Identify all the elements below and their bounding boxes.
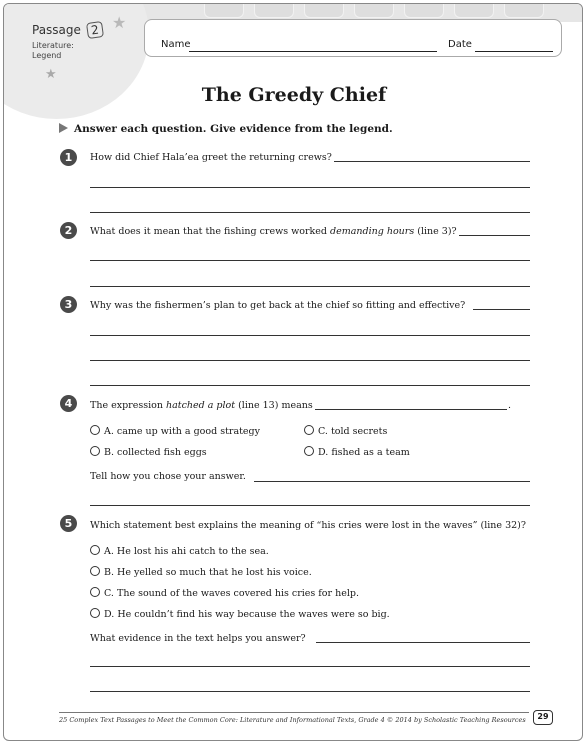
radio-button[interactable] — [90, 566, 100, 576]
answer-line[interactable] — [315, 409, 507, 410]
option-5c[interactable]: C. The sound of the waves covered his cries for help. — [90, 587, 359, 599]
answer-line[interactable] — [473, 309, 530, 310]
radio-button[interactable] — [90, 446, 100, 456]
question-5-text: Which statement best explains the meaning of “his cries were lost in the waves” (line 32)? — [90, 520, 526, 531]
date-field[interactable] — [475, 51, 553, 52]
question-number-2: 2 — [60, 222, 77, 239]
option-4a[interactable]: A. came up with a good strategy — [90, 425, 260, 437]
page-number: 29 — [533, 710, 553, 725]
triangle-bullet-icon — [59, 123, 68, 133]
answer-line[interactable] — [90, 691, 530, 692]
option-5a[interactable]: A. He lost his ahi catch to the sea. — [90, 545, 269, 557]
name-field[interactable] — [189, 51, 437, 52]
question-number-5: 5 — [60, 515, 77, 532]
answer-line[interactable] — [90, 187, 530, 188]
footer-credit: 25 Complex Text Passages to Meet the Common Core: Literature and Informational Texts, Grade 4 © 2014 by Scholastic Teaching Resources — [59, 716, 526, 724]
radio-button[interactable] — [90, 545, 100, 555]
question-4-text: The expression hatched a plot (line 13) means — [90, 400, 313, 411]
radio-button[interactable] — [90, 425, 100, 435]
answer-line[interactable] — [90, 385, 530, 386]
answer-line[interactable] — [90, 360, 530, 361]
radio-button[interactable] — [304, 425, 314, 435]
answer-line[interactable] — [334, 161, 530, 162]
star-icon: ★ — [112, 13, 127, 32]
question-4-followup: Tell how you chose your answer. — [90, 471, 246, 482]
option-4d[interactable]: D. fished as a team — [304, 446, 410, 458]
radio-button[interactable] — [90, 608, 100, 618]
radio-button[interactable] — [90, 587, 100, 597]
option-4c[interactable]: C. told secrets — [304, 425, 387, 437]
answer-line[interactable] — [459, 235, 530, 236]
option-5b[interactable]: B. He yelled so much that he lost his voice. — [90, 566, 312, 578]
answer-line[interactable] — [90, 335, 530, 336]
star-icon: ★ — [45, 67, 57, 82]
question-number-3: 3 — [60, 296, 77, 313]
answer-line[interactable] — [90, 505, 530, 506]
answer-line[interactable] — [90, 260, 530, 261]
period: . — [508, 400, 512, 411]
question-number-4: 4 — [60, 395, 77, 412]
question-2-text: What does it mean that the fishing crews worked demanding hours (line 3)? — [90, 226, 457, 237]
worksheet-page — [3, 3, 583, 741]
question-3-text: Why was the fishermen’s plan to get back at the chief so fitting and effective? — [90, 300, 466, 311]
name-label: Name — [161, 39, 191, 50]
question-5-followup: What evidence in the text helps you answer? — [90, 633, 306, 644]
answer-line[interactable] — [316, 642, 530, 643]
footer-divider — [59, 712, 529, 713]
instructions: Answer each question. Give evidence from the legend. — [59, 123, 393, 135]
page-title: The Greedy Chief — [201, 84, 387, 106]
passage-number: 2 — [86, 21, 104, 39]
genre-label: Literature: Legend — [32, 41, 74, 60]
answer-line[interactable] — [90, 286, 530, 287]
question-number-1: 1 — [60, 149, 77, 166]
answer-line[interactable] — [254, 481, 530, 482]
option-4b[interactable]: B. collected fish eggs — [90, 446, 207, 458]
option-5d[interactable]: D. He couldn’t find his way because the waves were so big. — [90, 608, 390, 620]
name-date-box — [144, 19, 562, 57]
passage-label: Passage 2 — [32, 22, 103, 38]
question-1-text: How did Chief Hala’ea greet the returning crews? — [90, 152, 332, 163]
radio-button[interactable] — [304, 446, 314, 456]
answer-line[interactable] — [90, 212, 530, 213]
date-label: Date — [448, 39, 472, 50]
answer-line[interactable] — [90, 666, 530, 667]
